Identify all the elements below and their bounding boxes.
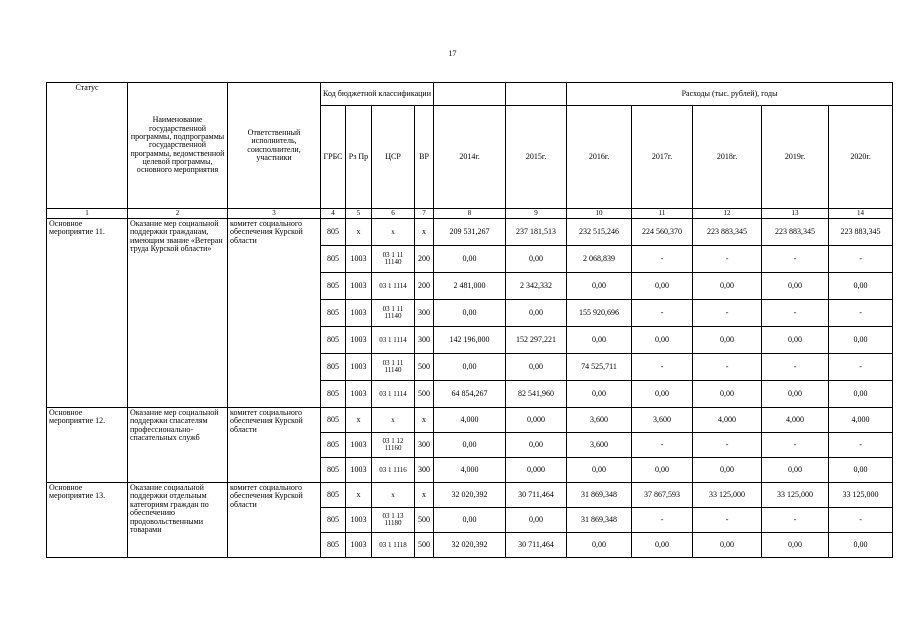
- cell-vr: х: [415, 483, 434, 508]
- cell-amount: 0,00: [434, 246, 506, 273]
- cell-grbs: 805: [321, 508, 346, 533]
- cell-amount: 4,000: [762, 408, 829, 433]
- cell-rzpr: 1003: [346, 533, 372, 558]
- cell-grbs: 805: [321, 433, 346, 458]
- cell-vr: 300: [415, 327, 434, 354]
- cell-csr: 03 1 1118: [372, 533, 415, 558]
- cell-amount: -: [693, 246, 762, 273]
- cell-csr: х: [372, 219, 415, 246]
- cell-amount: 0,00: [434, 433, 506, 458]
- cell-amount: 0,00: [567, 458, 632, 483]
- table-row: [47, 219, 893, 246]
- column-number: 12: [693, 209, 762, 219]
- cell-csr: 03 1 1116: [372, 458, 415, 483]
- header-blank: [506, 83, 567, 106]
- cell-rzpr: 1003: [346, 458, 372, 483]
- cell-amount: 0,00: [693, 458, 762, 483]
- cell-amount: 33 125,000: [829, 483, 893, 508]
- cell-amount: 2 068,839: [567, 246, 632, 273]
- cell-vr: 500: [415, 381, 434, 408]
- cell-amount: 30 711,464: [506, 483, 567, 508]
- column-number: 11: [632, 209, 693, 219]
- cell-vr: 500: [415, 533, 434, 558]
- header-blank: [434, 83, 506, 106]
- row-status: Основное мероприятие 13.: [47, 483, 128, 558]
- cell-csr: 03 1 12 11160: [372, 433, 415, 458]
- cell-amount: -: [632, 300, 693, 327]
- cell-csr: х: [372, 483, 415, 508]
- row-status: Основное мероприятие 11.: [47, 219, 128, 408]
- column-number: 14: [829, 209, 893, 219]
- cell-amount: 223 883,345: [829, 219, 893, 246]
- column-number: 3: [228, 209, 321, 219]
- cell-amount: 0,00: [506, 246, 567, 273]
- cell-grbs: 805: [321, 300, 346, 327]
- cell-grbs: 805: [321, 483, 346, 508]
- header-year: 2017г.: [632, 106, 693, 209]
- cell-amount: 3,600: [632, 408, 693, 433]
- cell-amount: 0,00: [434, 300, 506, 327]
- cell-amount: 32 020,392: [434, 533, 506, 558]
- cell-rzpr: 1003: [346, 381, 372, 408]
- cell-rzpr: 1003: [346, 300, 372, 327]
- cell-amount: 155 920,696: [567, 300, 632, 327]
- cell-amount: 0,00: [693, 273, 762, 300]
- cell-amount: -: [829, 354, 893, 381]
- expenses-table: [46, 82, 893, 558]
- cell-amount: 4,000: [829, 408, 893, 433]
- column-number: 8: [434, 209, 506, 219]
- cell-amount: 37 867,593: [632, 483, 693, 508]
- cell-amount: 32 020,392: [434, 483, 506, 508]
- cell-grbs: 805: [321, 458, 346, 483]
- cell-amount: 0,00: [829, 458, 893, 483]
- cell-grbs: 805: [321, 219, 346, 246]
- row-status: Основное мероприятие 12.: [47, 408, 128, 483]
- cell-amount: 237 181,513: [506, 219, 567, 246]
- cell-amount: 0,00: [434, 508, 506, 533]
- cell-amount: 0,00: [693, 327, 762, 354]
- cell-amount: 0,00: [567, 327, 632, 354]
- cell-amount: 0,000: [506, 408, 567, 433]
- cell-amount: 0,00: [762, 327, 829, 354]
- cell-grbs: 805: [321, 246, 346, 273]
- cell-amount: 4,000: [434, 458, 506, 483]
- cell-amount: 2 342,332: [506, 273, 567, 300]
- cell-amount: -: [762, 433, 829, 458]
- column-number: 10: [567, 209, 632, 219]
- header-year: 2020г.: [829, 106, 893, 209]
- header-year: 2015г.: [506, 106, 567, 209]
- cell-rzpr: 1003: [346, 354, 372, 381]
- header-grbs: ГРБС: [321, 106, 346, 209]
- cell-amount: 0,00: [762, 533, 829, 558]
- cell-vr: х: [415, 219, 434, 246]
- cell-amount: -: [762, 354, 829, 381]
- cell-amount: 0,00: [693, 381, 762, 408]
- row-measure-name: Оказание мер социальной поддержки спасателям профессионально-спасательных служб: [128, 408, 228, 483]
- cell-amount: 0,00: [506, 433, 567, 458]
- cell-amount: 31 869,348: [567, 508, 632, 533]
- cell-amount: 74 525,711: [567, 354, 632, 381]
- cell-amount: 0,00: [506, 354, 567, 381]
- cell-grbs: 805: [321, 273, 346, 300]
- cell-rzpr: х: [346, 408, 372, 433]
- cell-amount: 30 711,464: [506, 533, 567, 558]
- cell-csr: х: [372, 408, 415, 433]
- cell-vr: 500: [415, 354, 434, 381]
- cell-amount: -: [632, 246, 693, 273]
- cell-vr: 500: [415, 508, 434, 533]
- cell-csr: 03 1 13 11180: [372, 508, 415, 533]
- cell-csr: 03 1 11 11140: [372, 354, 415, 381]
- cell-amount: 223 883,345: [762, 219, 829, 246]
- cell-rzpr: х: [346, 219, 372, 246]
- cell-rzpr: 1003: [346, 508, 372, 533]
- cell-rzpr: 1003: [346, 433, 372, 458]
- cell-amount: 0,00: [632, 533, 693, 558]
- header-year: 2016г.: [567, 106, 632, 209]
- header-year: 2019г.: [762, 106, 829, 209]
- cell-amount: -: [693, 508, 762, 533]
- cell-amount: 0,00: [762, 273, 829, 300]
- table-row: [47, 483, 893, 508]
- cell-amount: 33 125,000: [693, 483, 762, 508]
- column-number: 5: [346, 209, 372, 219]
- cell-grbs: 805: [321, 408, 346, 433]
- column-number: 2: [128, 209, 228, 219]
- cell-amount: -: [693, 300, 762, 327]
- cell-amount: -: [762, 246, 829, 273]
- cell-amount: 0,00: [632, 458, 693, 483]
- cell-amount: 0,00: [762, 381, 829, 408]
- cell-amount: 0,00: [567, 381, 632, 408]
- cell-amount: 0,00: [632, 381, 693, 408]
- cell-csr: 03 1 1114: [372, 273, 415, 300]
- cell-amount: 209 531,267: [434, 219, 506, 246]
- cell-amount: 224 560,370: [632, 219, 693, 246]
- cell-amount: 64 854,267: [434, 381, 506, 408]
- cell-amount: 0,00: [693, 533, 762, 558]
- cell-amount: 4,000: [693, 408, 762, 433]
- cell-amount: -: [829, 508, 893, 533]
- cell-vr: 300: [415, 433, 434, 458]
- row-measure-name: Оказание социальной поддержки отдельным категориям граждан по обеспечению продовольственными товарами: [128, 483, 228, 558]
- cell-amount: 2 481,000: [434, 273, 506, 300]
- cell-csr: 03 1 1114: [372, 327, 415, 354]
- cell-rzpr: 1003: [346, 327, 372, 354]
- header-year: 2014г.: [434, 106, 506, 209]
- cell-csr: 03 1 1114: [372, 381, 415, 408]
- cell-amount: -: [693, 354, 762, 381]
- cell-amount: 0,00: [762, 458, 829, 483]
- column-number: 1: [47, 209, 128, 219]
- cell-rzpr: 1003: [346, 273, 372, 300]
- column-number: 9: [506, 209, 567, 219]
- table-row: [47, 408, 893, 433]
- column-number: 4: [321, 209, 346, 219]
- cell-rzpr: 1003: [346, 246, 372, 273]
- cell-rzpr: х: [346, 483, 372, 508]
- cell-amount: -: [632, 508, 693, 533]
- cell-amount: 0,00: [434, 354, 506, 381]
- cell-amount: 82 541,960: [506, 381, 567, 408]
- cell-amount: 0,00: [829, 533, 893, 558]
- cell-amount: -: [762, 300, 829, 327]
- cell-amount: 0,00: [567, 273, 632, 300]
- cell-vr: 300: [415, 300, 434, 327]
- header-status: Статус: [47, 83, 128, 209]
- cell-vr: х: [415, 408, 434, 433]
- row-measure-name: Оказание мер социальной поддержки гражданам, имеющим звание «Ветеран труда Курской области»: [128, 219, 228, 408]
- header-vr: ВР: [415, 106, 434, 209]
- cell-amount: -: [829, 433, 893, 458]
- cell-amount: -: [632, 433, 693, 458]
- cell-amount: 4,000: [434, 408, 506, 433]
- cell-amount: 0,00: [506, 300, 567, 327]
- cell-amount: -: [762, 508, 829, 533]
- cell-amount: 223 883,345: [693, 219, 762, 246]
- cell-amount: 3,600: [567, 433, 632, 458]
- page-number: 17: [448, 49, 457, 58]
- header-expenses: Расходы (тыс. рублей), годы: [567, 83, 893, 106]
- cell-amount: 0,00: [632, 327, 693, 354]
- cell-vr: 200: [415, 246, 434, 273]
- cell-amount: -: [829, 300, 893, 327]
- cell-amount: 0,00: [506, 508, 567, 533]
- header-csr: ЦСР: [372, 106, 415, 209]
- cell-amount: -: [632, 354, 693, 381]
- cell-csr: 03 1 11 11140: [372, 246, 415, 273]
- row-executor: комитет социального обеспечения Курской области: [228, 483, 321, 558]
- cell-amount: 0,000: [506, 458, 567, 483]
- header-rzpr: Рз Пр: [346, 106, 372, 209]
- cell-amount: 33 125,000: [762, 483, 829, 508]
- cell-csr: 03 1 11 11140: [372, 300, 415, 327]
- cell-amount: 0,00: [829, 273, 893, 300]
- header-budget-code: Код бюджетной классификации: [321, 83, 434, 106]
- cell-amount: 142 196,000: [434, 327, 506, 354]
- cell-amount: 0,00: [632, 273, 693, 300]
- column-number: 13: [762, 209, 829, 219]
- row-executor: комитет социального обеспечения Курской области: [228, 408, 321, 483]
- cell-grbs: 805: [321, 354, 346, 381]
- cell-amount: 3,600: [567, 408, 632, 433]
- cell-grbs: 805: [321, 327, 346, 354]
- row-executor: комитет социального обеспечения Курской области: [228, 219, 321, 408]
- cell-vr: 200: [415, 273, 434, 300]
- header-year: 2018г.: [693, 106, 762, 209]
- cell-amount: -: [693, 433, 762, 458]
- header-name: Наименование государственной программы, подпрограммы государственной программы, ведомственной целевой программы, основного мероприятия: [128, 83, 228, 209]
- cell-amount: 31 869,348: [567, 483, 632, 508]
- cell-amount: 152 297,221: [506, 327, 567, 354]
- column-number: 6: [372, 209, 415, 219]
- cell-amount: 232 515,246: [567, 219, 632, 246]
- column-number: 7: [415, 209, 434, 219]
- cell-grbs: 805: [321, 533, 346, 558]
- cell-amount: 0,00: [829, 381, 893, 408]
- header-executor: Ответственный исполнитель, соисполнители, участники: [228, 83, 321, 209]
- cell-vr: 300: [415, 458, 434, 483]
- cell-grbs: 805: [321, 381, 346, 408]
- cell-amount: -: [829, 246, 893, 273]
- cell-amount: 0,00: [567, 533, 632, 558]
- cell-amount: 0,00: [829, 327, 893, 354]
